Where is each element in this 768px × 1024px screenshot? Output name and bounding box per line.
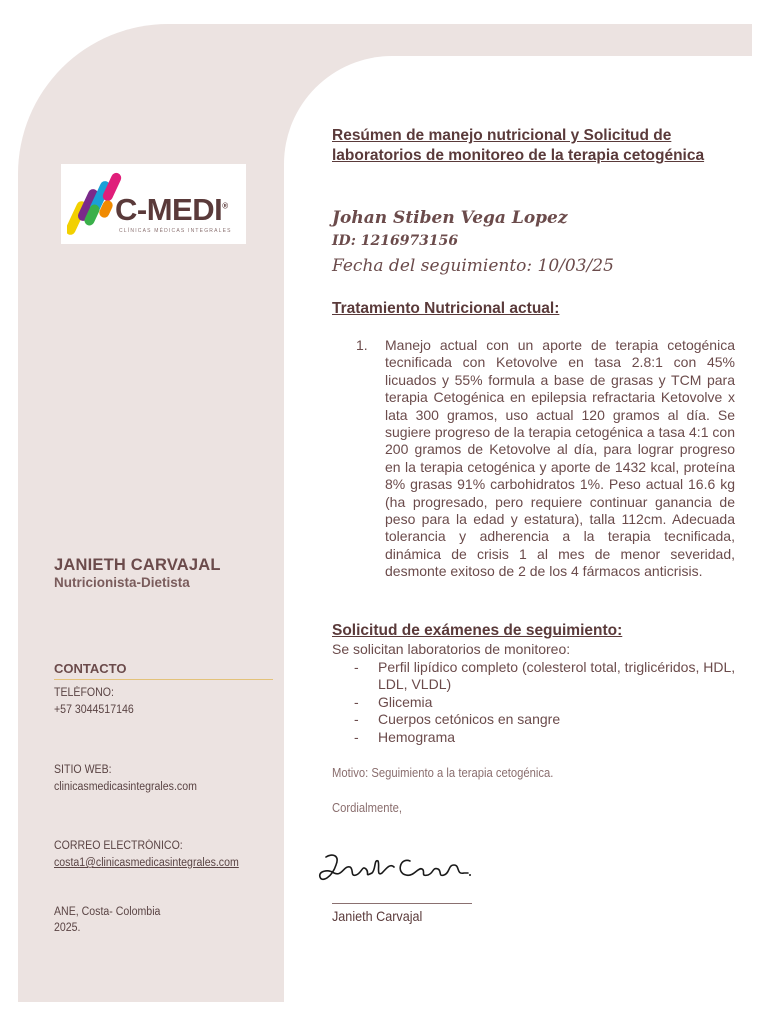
author-role: Nutricionista-Dietista: [54, 575, 190, 590]
exams-list: [354, 659, 744, 746]
author-name: JANIETH CARVAJAL: [54, 556, 221, 574]
company-logo: [61, 164, 246, 244]
email-label: CORREO ELECTRÓNICO:: [54, 840, 183, 852]
list-number: 1.: [356, 337, 368, 353]
treatment-heading: Tratamiento Nutricional actual:: [332, 300, 560, 317]
signature-image: [314, 843, 474, 895]
list-item: - Perfil lipídico completo (colesterol total, triglicéridos, HDL, LDL, VLDL): [354, 659, 744, 694]
website-link[interactable]: clinicasmedicasintegrales.com: [54, 781, 197, 793]
logo-tagline: CLÍNICAS MÉDICAS INTEGRALES: [119, 228, 232, 234]
logo-brand-text: C-MEDI®: [115, 192, 228, 227]
reason-text: Motivo: Seguimiento a la terapia cetogénica.: [332, 766, 554, 780]
contact-title: CONTACTO: [54, 661, 127, 676]
treatment-paragraph: Manejo actual con un aporte de terapia cetogénica tecnificada con Ketovolve en tasa 2.8:1 con 45% licuados y 55% formula a base de grasas y TCM para terapia Cetogénica en epilepsia refractaria Ketovolve x lata 300 gramos, uso actual 120 gramos al día. Se sugiere progreso de la terapia cetogénica a tasa 4:1 con 200 gramos de Ketovolve al día, para lograr progreso en la terapia cetogénica y aporte de 1432 kcal, proteína 8% grasas 91% carbohidratos 1%. Peso actual 16.6 kg (ha progresado, pero requiere continuar ganancia de peso para la edad y estatura), talla 112cm. Adecuada tolerancia y adherencia a la terapia tecnificada, dinámica de crisis 1 al mes de menor severidad, desmonte exitoso de 2 de los 4 fármacos anticrisis.: [385, 337, 735, 580]
phone-value: +57 3044517146: [54, 704, 134, 716]
list-item: - Hemograma: [354, 729, 744, 746]
exams-intro: Se solicitan laboratorios de monitoreo:: [332, 641, 571, 657]
signature-line: [332, 903, 472, 904]
location-text: ANE, Costa- Colombia: [54, 906, 161, 918]
patient-id: ID: 1216973156: [332, 233, 459, 249]
phone-label: TELÉFONO:: [54, 687, 114, 699]
signature-name: Janieth Carvajal: [332, 908, 423, 924]
website-label: SITIO WEB:: [54, 764, 112, 776]
list-item: - Cuerpos cetónicos en sangre: [354, 711, 744, 728]
list-item: - Glicemia: [354, 694, 744, 711]
followup-date: Fecha del seguimiento: 10/03/25: [332, 256, 614, 276]
contact-divider: [54, 679, 273, 680]
patient-name: Johan Stiben Vega Lopez: [332, 208, 568, 228]
year-text: 2025.: [54, 922, 81, 934]
exams-heading: Solicitud de exámenes de seguimiento:: [332, 622, 623, 639]
document-title: Resúmen de manejo nutricional y Solicitud de laboratorios de monitoreo de la terapia cetogénica: [332, 127, 705, 164]
closing-text: Cordialmente,: [332, 801, 403, 815]
email-link[interactable]: costa1@clinicasmedicasintegrales.com: [54, 857, 239, 869]
